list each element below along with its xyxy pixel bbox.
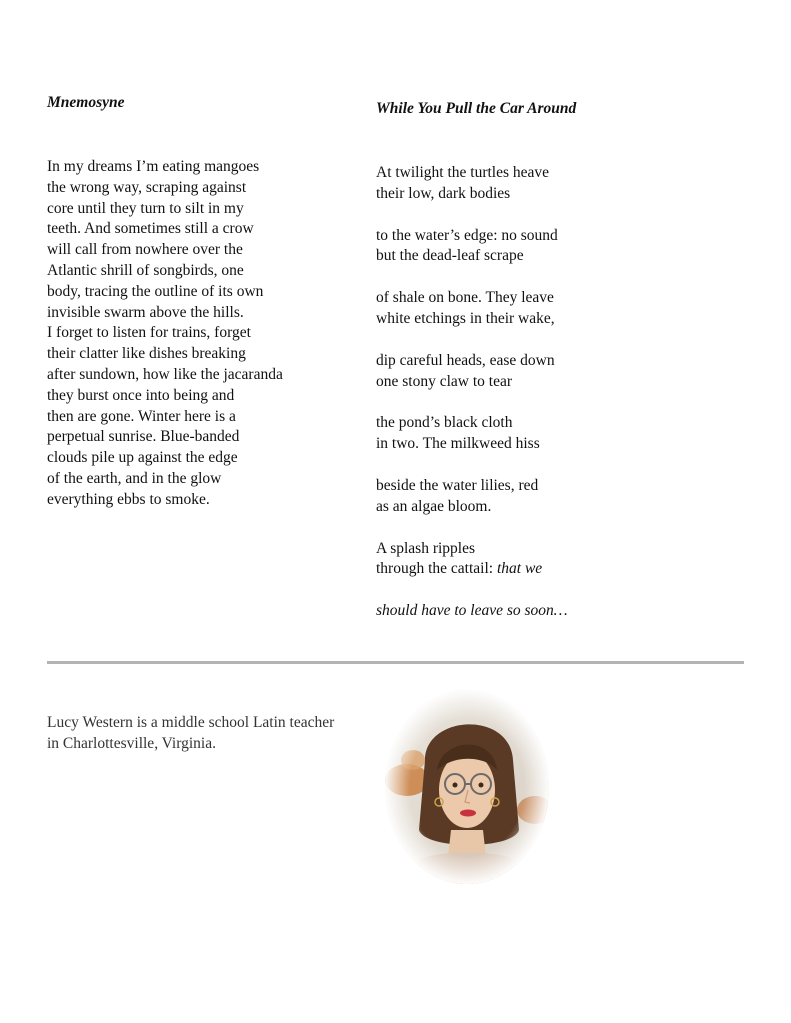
stanza bbox=[376, 413, 736, 455]
stanza bbox=[376, 288, 736, 330]
poem-line: of shale on bone. They leave bbox=[376, 289, 554, 307]
poem-line: Atlantic shrill of songbirds, one bbox=[47, 261, 244, 279]
poem-title-car-around: While You Pull the Car Around bbox=[376, 100, 577, 117]
poem-line-italic-part: that we bbox=[496, 560, 543, 578]
poem-line: then are gone. Winter here is a bbox=[47, 407, 236, 425]
poem-line: the wrong way, scraping against bbox=[47, 178, 247, 196]
poem-line: At twilight the turtles heave bbox=[376, 164, 550, 181]
stanza bbox=[376, 351, 736, 393]
poem-line: as an algae bloom. bbox=[376, 497, 492, 515]
author-portrait bbox=[385, 690, 549, 884]
author-bio bbox=[47, 712, 392, 754]
poem-line-mixed bbox=[376, 559, 736, 580]
poem-line: will call from nowhere over the bbox=[47, 241, 243, 259]
poem-line: their clatter like dishes breaking bbox=[47, 345, 246, 363]
poem-title-mnemosyne: Mnemosyne bbox=[47, 94, 125, 111]
poem-line-plain-part: through the cattail: bbox=[376, 560, 497, 578]
poem-line: A splash ripples bbox=[376, 539, 476, 557]
poem-line: body, tracing the outline of its own bbox=[47, 282, 264, 300]
poem-line: beside the water lilies, red bbox=[376, 476, 539, 494]
final-stanza bbox=[376, 601, 736, 622]
poem-line: in two. The milkweed hiss bbox=[376, 435, 540, 453]
poem-line: core until they turn to silt in my bbox=[47, 199, 244, 217]
poem-line: one stony claw to tear bbox=[376, 372, 513, 390]
poem-line: white etchings in their wake, bbox=[376, 309, 555, 327]
author-portrait-image bbox=[385, 690, 549, 884]
poem-line: teeth. And sometimes still a crow bbox=[47, 220, 254, 238]
poem-line: clouds pile up against the edge bbox=[47, 449, 238, 467]
bio-line: Lucy Western is a middle school Latin teacher bbox=[47, 714, 335, 731]
poem-line: after sundown, how like the jacaranda bbox=[47, 365, 283, 383]
poem-body-mnemosyne bbox=[47, 157, 347, 511]
poem-line: to the water’s edge: no sound bbox=[376, 226, 558, 244]
stanza bbox=[376, 226, 736, 268]
poem-line: they burst once into being and bbox=[47, 386, 235, 404]
poem-line: their low, dark bodies bbox=[376, 184, 511, 202]
stanza bbox=[376, 539, 736, 581]
poem-line: but the dead-leaf scrape bbox=[376, 247, 524, 265]
poem-line: invisible swarm above the hills. bbox=[47, 303, 244, 321]
poem-line: I forget to listen for trains, forget bbox=[47, 324, 251, 342]
poem-line: should have to leave so soon… bbox=[376, 602, 568, 620]
poem-line: everything ebbs to smoke. bbox=[47, 490, 210, 508]
poem-line: dip careful heads, ease down bbox=[376, 351, 555, 369]
section-divider bbox=[47, 661, 744, 664]
bio-line: in Charlottesville, Virginia. bbox=[47, 735, 216, 752]
poem-body-car-around bbox=[376, 163, 736, 622]
stanza bbox=[376, 163, 736, 205]
poem-line: In my dreams I’m eating mangoes bbox=[47, 158, 260, 175]
stanza bbox=[376, 476, 736, 518]
poem-line: the pond’s black cloth bbox=[376, 414, 513, 432]
poem-line: perpetual sunrise. Blue-banded bbox=[47, 428, 240, 446]
poem-line: of the earth, and in the glow bbox=[47, 469, 222, 487]
